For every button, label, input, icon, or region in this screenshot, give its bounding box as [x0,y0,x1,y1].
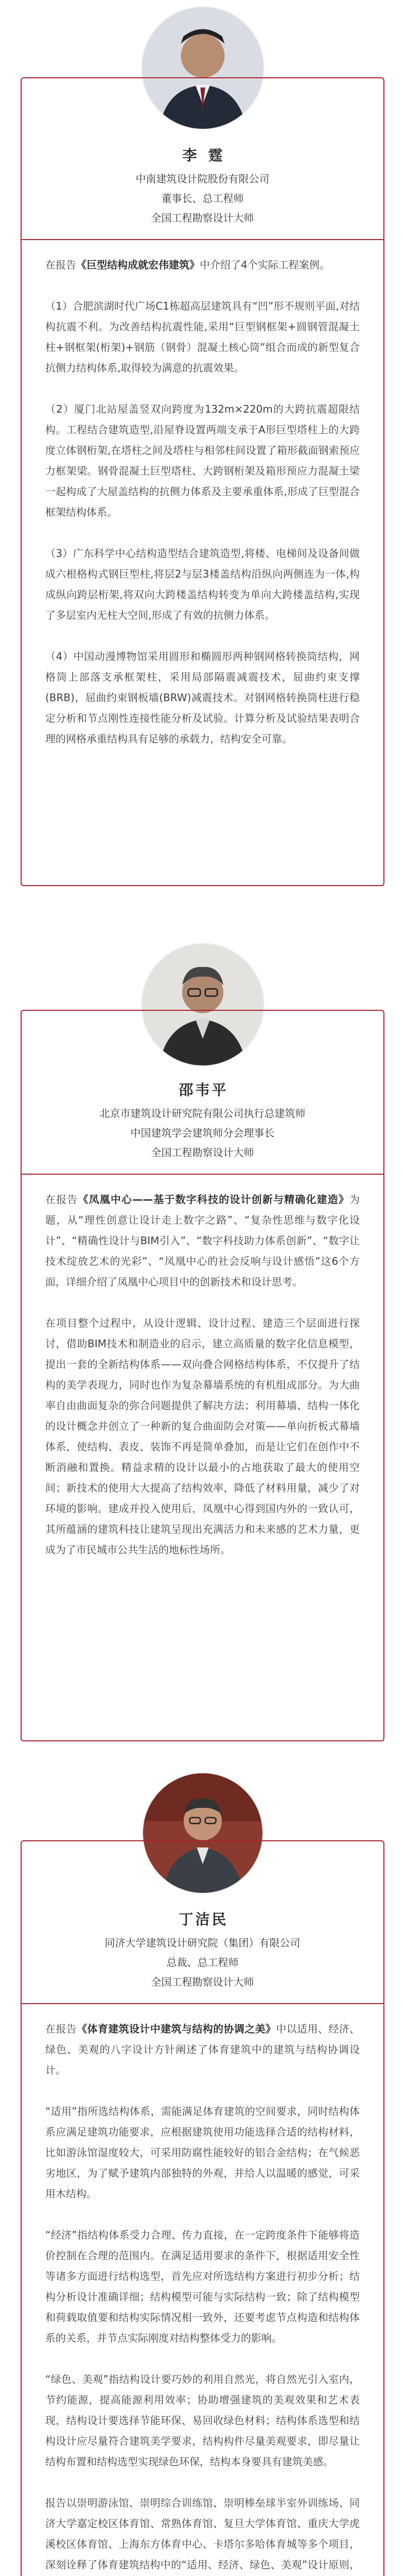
paragraph: 报告以崇明游泳馆、崇明综合训练馆、崇明棒垒球半室外训练场、同济大学嘉定校区体育馆、常熟体育馆、复旦大学体育馆、重庆大学虎溪校区体育馆、上海东方体育中心、卡塔尔多哈体育城等多个项目，深刻诠释了体育建筑结构中的“适用、经济、绿色、美观”设计原则， [45,2497,360,2571]
paragraph: “适用”指所选结构体系，需能满足体育建筑的空间要求，同时结构体系应满足建筑功能要求，应根据建筑使用功能选择合适的结构材料，比如游泳馆湿度较大，可采用防腐性能较好的铝合金结构；在气候恶劣地区，为了赋予建筑内部独特的外观，并给人以温暖的感觉，可采用木结构。 [45,2105,360,2200]
divider [22,1174,383,1175]
report-intro: 在报告《体育建筑设计中建筑与结构的协调之美》中以适用、经济、绿色、美观的八字设计方针阐述了体育建筑中的建筑与结构协调设计。 [45,2023,360,2076]
person-title: 中国建筑学会建筑师分会理事长 [130,1127,275,1139]
person-title: 总裁、总工程师 [166,1956,239,1969]
person-company: 中南建筑设计院股份有限公司 [135,173,270,185]
report-intro: 在报告《巨型结构成就宏伟建筑》中介绍了4个实际工程案例。 [45,259,330,271]
person-name: 丁洁民 [179,1911,228,1928]
profile-header [45,144,360,228]
profile-card-li-ting [21,77,384,886]
paragraph: 在项目整个过程中，从设计逻辑、设计过程、建造三个层面进行探讨，借助BIM技术和制造业的启示，建立高质量的数字化信息模型，提出一套的全新结构体系——双向叠合网格结构体系，不仅提升了结构的美学表现力，同时也作为复杂幕墙系统的有机组成部分。为大曲率自由曲面复杂的弥合问题提供了解决方法；利用幕墙、结构一体化的设计概念并创立了一种新的复合曲面防会对策——单向折板式幕墙体系，使结构、表皮、装饰不再是简单叠加，而是让它们在创作中不断消融和置换。精益求精的设计以最小的占地获取了最大的使用空间；新技术的使用大大提高了结构效率，降低了材料用量，减少了对环境的影响。建成并投入使用后，凤凰中心得到国内外的一致认可，其所蕴涵的建筑科技让建筑呈现出充满活力和未来感的艺术力量，更成为了市民城市公共生活的地标性场所。 [45,1317,360,1556]
person-name: 邵韦平 [179,1081,228,1098]
person-title: 董事长、总工程师 [161,192,244,205]
paragraph: （4）中国动漫博物馆采用圆形和椭圆形两种钢网格转换筒结构，网格筒上部落支承框架柱，采用局部隔震减震技术，屈曲约束支撑(BRB)，屈曲约束钢板墙(BRW)减震技术。对钢网格转换筒柱进行稳定分析和节点刚性连接性能分析及试验。计算分析及试验结果表明合理的网格承重结构具有足够的承载力，结构安全可靠。 [45,650,360,745]
profile-header [45,1079,360,1162]
report-intro: 在报告《凤凰中心——基于数字科技的设计创新与精确化建造》为题，从“理性创意让设计走上数字之路”、“复杂性思维与数字化设计”、“精确性设计与BIM引入”、“数字科技助力体系创新”、“数字让技术绽放艺术的光彩”、“凤凰中心的社会反响与设计感悟”这6个方面，详细介绍了凤凰中心项目中的创新技术和设计思考。 [45,1193,360,1288]
person-company: 北京市建筑设计研究院有限公司执行总建筑师 [99,1107,306,1120]
paragraph: “绿色、美观”指结构设计要巧妙的利用自然光，将自然光引入室内，节约能源，提高能源利用效率；协助增强建筑的美观效果和艺术表现，结构设计要选择节能环保、易回收绿色材料；结构体系选型和结构设计应尽量符合建筑美学要求，结构构件尽量美观要求，即尽量让结构布置和结构选型实现绿色环保，结构本身要具有建筑美感。 [45,2373,360,2468]
person-honor: 全国工程勘察设计大师 [151,1976,254,1988]
divider [22,239,383,240]
paragraph: “经济”指结构体系受力合理、传力直接，在一定跨度条件下能够将造价控制在合理的范围内。在满足适用要求的条件下，根据适用安全性等诸多方面进行结构选型，首先应对所选结构方案进行初步分析；结构分析设计准确详细；结构模型可能与实际结构一致；除了结构模型和荷载取值要和结构实际情况相一致外，还要考虑节点构造和结构体系的关系，并节点实际刚度对结构整体受力的影响。 [45,2229,360,2344]
person-honor: 全国工程勘察设计大师 [151,1146,254,1159]
profile-card-shao-weiping [21,1010,384,1741]
profile-header [45,1908,360,1992]
person-company: 同济大学建筑设计研究院（集团）有限公司 [104,1937,301,1949]
paragraph: （2）厦门北站屋盖竖双向跨度为132m×220m的大跨抗震超限结构。工程结合建筑造型,沿屋脊设置两端支承于A形巨型塔柱上的大跨度立体钢桁架,在塔柱之间及塔柱与相邻柱间设置了箱形截面钢索预应力框架梁。钢骨混凝土巨型塔柱、大跨钢桁架及箱形预应力混凝土梁一起构成了大屋盖结构的抗侧力体系及主要承重体系,形成了巨型混合框架结构体系。 [45,403,360,518]
profile-card-ding-jiemin [21,1840,384,2576]
person-name: 李霆 [182,147,234,164]
report-title: 《凤凰中心——基于数字科技的设计创新与精确化建造》 [78,1193,350,1206]
report-title: 《巨型结构成就宏伟建筑》 [76,259,200,271]
paragraph: （1）合肥滨湖时代广场C1栋超高层建筑具有“凹”形不规则平面,对结构抗震不利。为改善结构抗震性能,采用“巨型钢框架+圆钢管混凝土柱+钢框架(桁架)+钢筋（钢骨）混凝土核心筒”组合而成的新型复合抗侧力结构体系,取得较为满意的抗震效果。 [45,300,360,374]
person-honor: 全国工程勘察设计大师 [151,212,254,224]
report-title: 《体育建筑设计中建筑与结构的协调之美》 [77,2023,276,2035]
divider [22,2003,383,2004]
paragraph: （3）广东科学中心结构造型结合建筑造型,将楼、电梯间及设备间做成六根格构式钢巨型柱,将层2与层3楼盖结构沿纵向两侧连为一体,构成纵向跨层桁架,将双向大跨楼盖结构转变为单向大跨楼盖结构,实现了多层室内无柱大空间,形成了有效的抗侧力体系。 [45,547,360,621]
